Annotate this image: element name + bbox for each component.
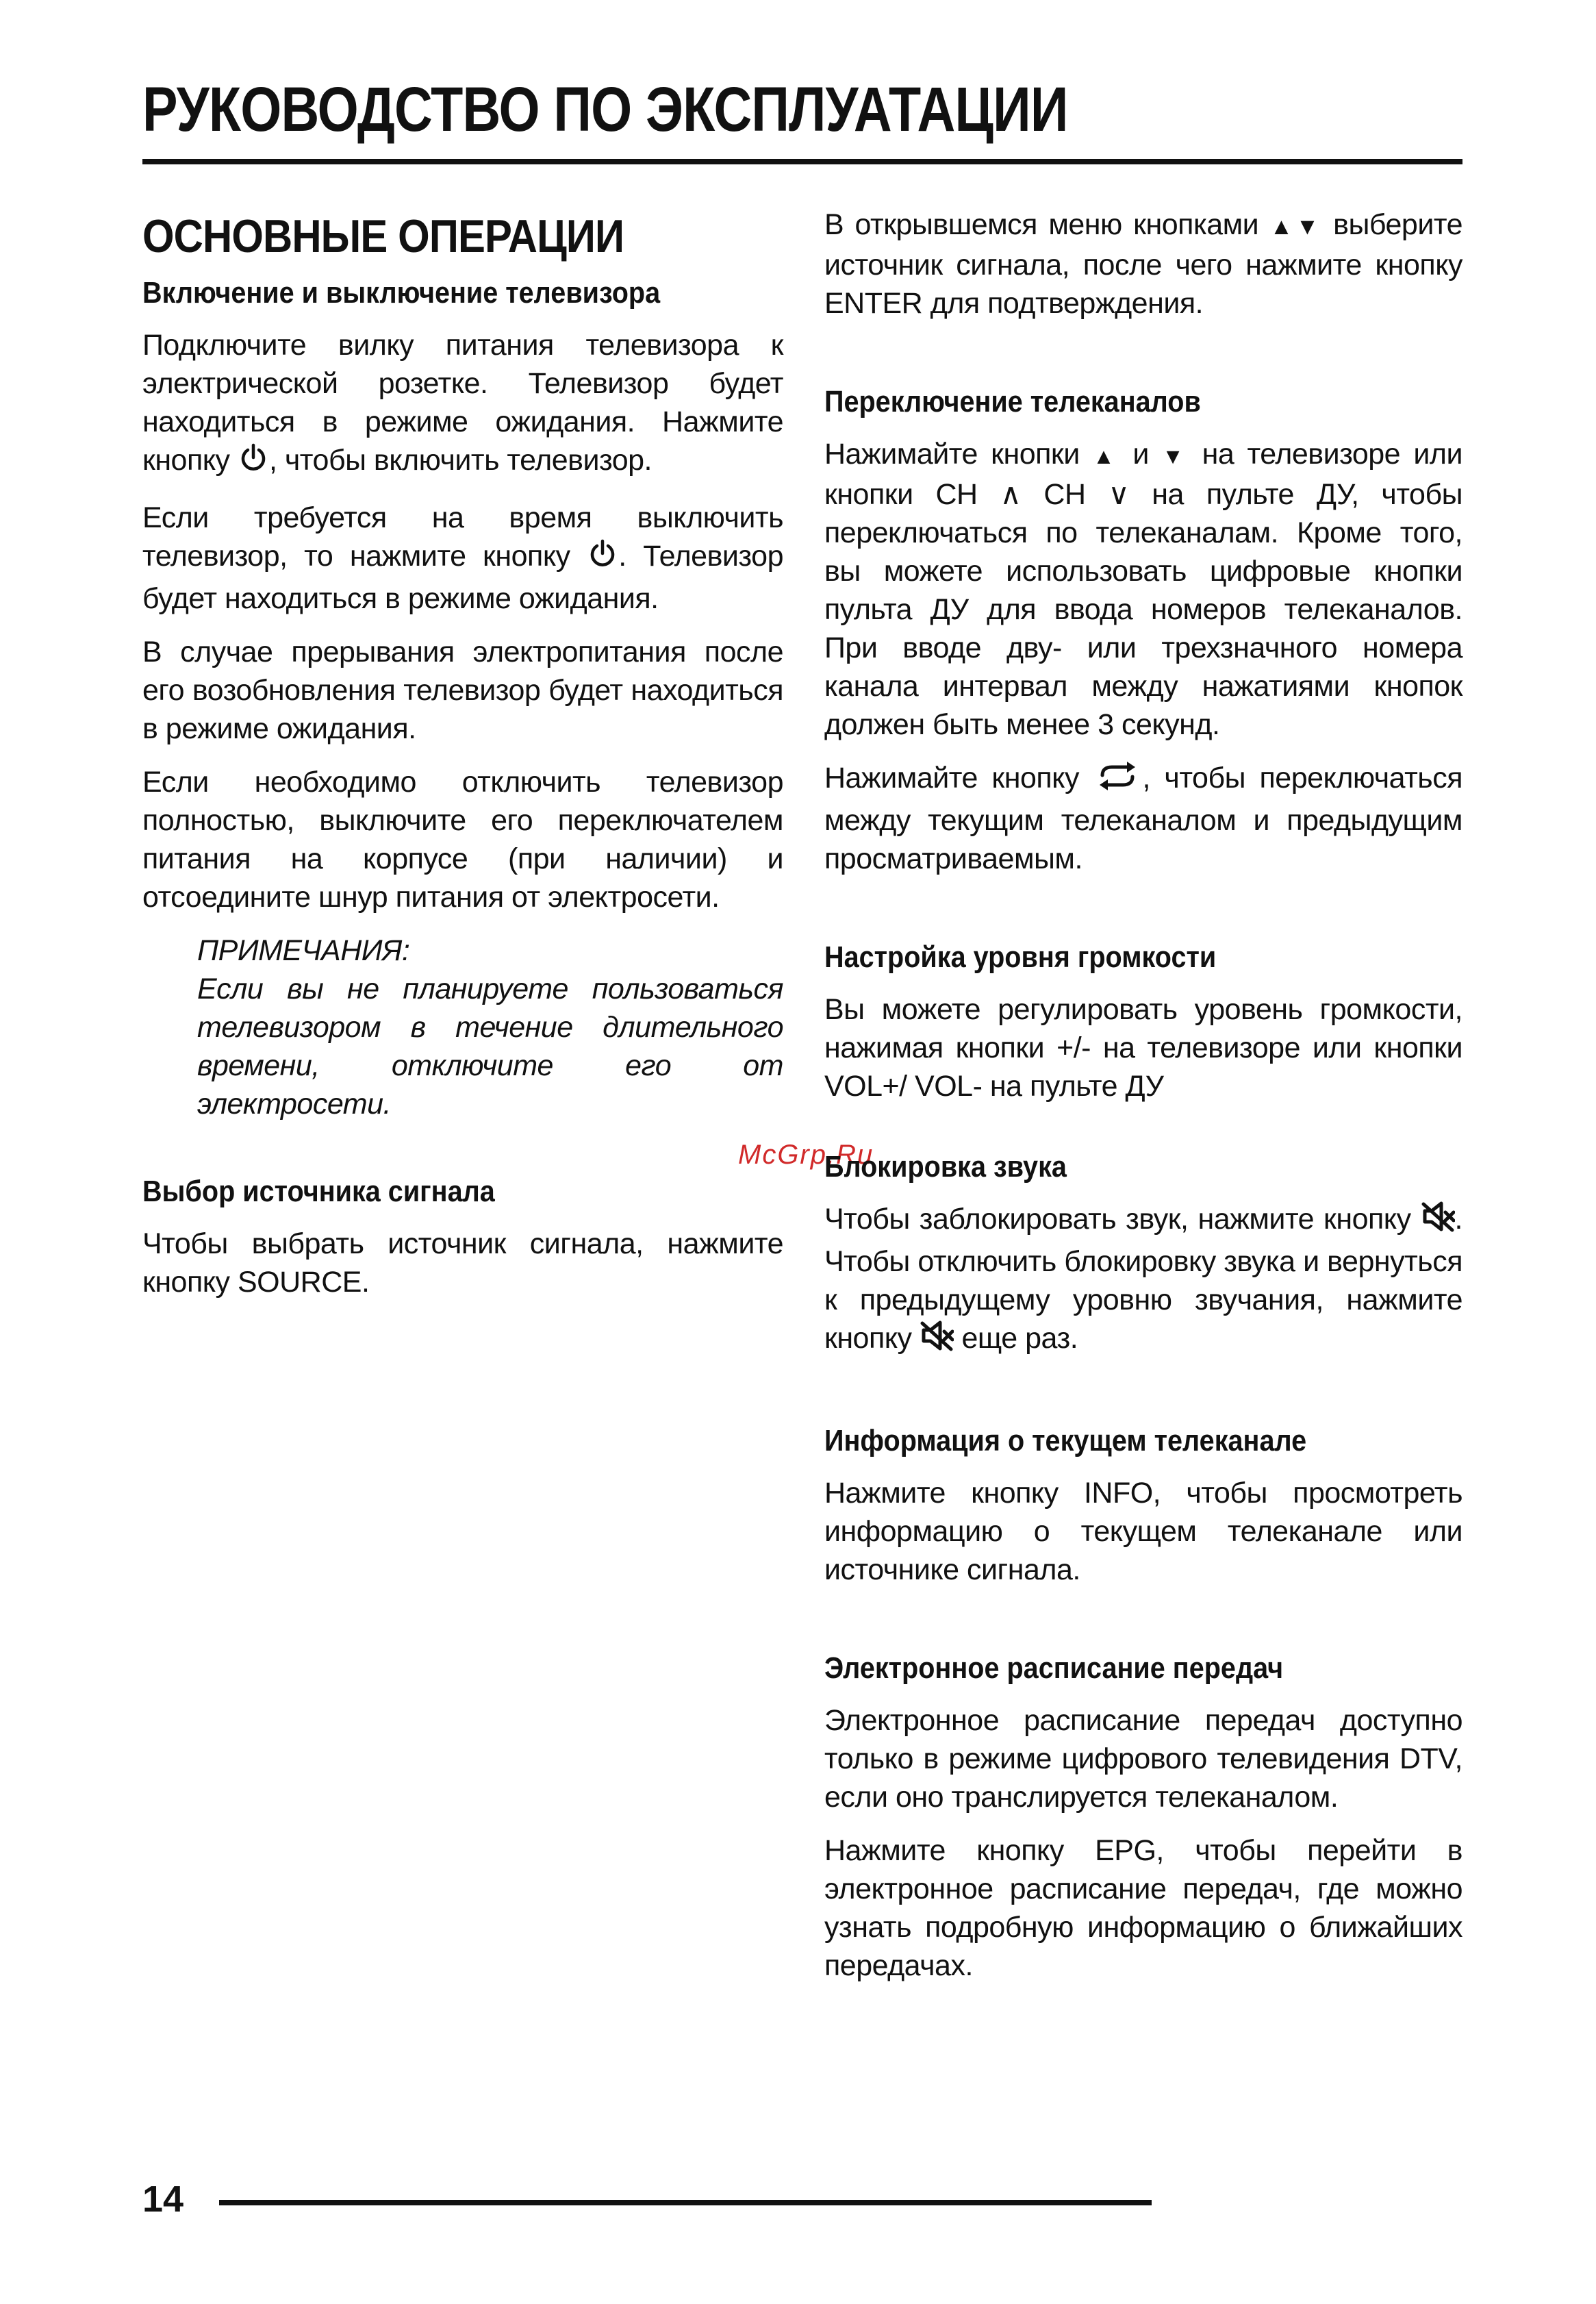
power-paragraph-2 xyxy=(142,499,783,618)
heading-volume: Настройка уровня громкости xyxy=(824,940,1217,974)
channels-paragraph-1 xyxy=(824,435,1462,744)
mute-p1-text-c: еще раз. xyxy=(954,1322,1078,1355)
power-paragraph-3: В случае прерывания электропитания после его возобновления телевизор будет находиться в режиме ожидания. xyxy=(142,636,783,745)
channels-p2-text-a: Нажимайте кнопку xyxy=(824,762,1093,794)
power-p2-text-a: Если требуется на время выключить телевизор, то нажмите кнопку xyxy=(142,501,783,573)
watermark: McGrp.Ru xyxy=(738,1140,874,1170)
note-text: Если вы не планируете пользоваться телевизором в течение длительного времени, отключите его от электросети. xyxy=(197,973,783,1120)
source-p2-text-a: В открывшемся меню кнопками xyxy=(824,208,1270,241)
channels-p2-text-b: , чтобы переключаться между текущим телеканалом и предыдущим просматриваемым. xyxy=(824,762,1462,875)
power-p1-text-b: , чтобы включить телевизор. xyxy=(269,444,652,477)
power-icon xyxy=(238,442,269,484)
right-column xyxy=(824,205,1462,2000)
title-rule xyxy=(142,159,1462,164)
heading-epg: Электронное расписание передач xyxy=(824,1651,1284,1685)
power-paragraph-4: Если необходимо отключить телевизор полностью, выключите его переключателем питания на корпусе (при наличии) и отсоедините шнур питания от электросети. xyxy=(142,766,783,914)
heading-info: Информация о текущем телеканале xyxy=(824,1424,1307,1457)
recall-icon xyxy=(1093,760,1142,801)
mute-p1-text-b: . Чтобы отключить блокировку звука и вернуться к предыдущему уровню звучания, нажмите кнопку xyxy=(824,1203,1462,1355)
channels-paragraph-2 xyxy=(824,759,1462,878)
power-p2-text-b: . Телевизор будет находиться в режиме ожидания. xyxy=(142,540,783,615)
mute-icon xyxy=(1421,1200,1455,1242)
up-arrow-icon: ▲ xyxy=(1093,444,1120,468)
power-icon xyxy=(587,538,618,579)
heading-source: Выбор источника сигнала xyxy=(142,1175,495,1208)
down-arrow-icon: ▼ xyxy=(1162,444,1189,468)
source-paragraph-2 xyxy=(824,205,1462,323)
heading-power: Включение и выключение телевизора xyxy=(142,276,661,310)
note-label: ПРИМЕЧАНИЯ: xyxy=(197,934,410,967)
volume-paragraph-1: Вы можете регулировать уровень громкости, нажимая кнопки +/- на телевизоре или кнопки VOL+/ VOL- на пульте ДУ xyxy=(824,993,1462,1103)
up-down-arrows-icon: ▲▼ xyxy=(1269,214,1322,240)
source-paragraph-1: Чтобы выбрать источник сигнала, нажмите кнопку SOURCE. xyxy=(142,1227,783,1299)
power-paragraph-1 xyxy=(142,326,783,484)
channels-p1-text-a: Нажимайте кнопки xyxy=(824,438,1093,471)
epg-paragraph-2: Нажмите кнопку EPG, чтобы перейти в электронное расписание передач, где можно узнать подробную информацию о ближайших передачах. xyxy=(824,1834,1462,1982)
page-number: 14 xyxy=(142,2179,184,2220)
mute-p1-text-a: Чтобы заблокировать звук, нажмите кнопку xyxy=(824,1203,1421,1236)
channels-p1-text-b: и xyxy=(1119,438,1163,471)
source-p2-text-b: выберите источник сигнала, после чего нажмите кнопку ENTER для подтверждения. xyxy=(824,208,1462,320)
heading-channels: Переключение телеканалов xyxy=(824,385,1201,418)
power-p1-text-a: Подключите вилку питания телевизора к электрической розетке. Телевизор будет находиться в режиме ожидания. Нажмите кнопку xyxy=(142,329,783,477)
note-block xyxy=(197,931,783,1123)
left-column xyxy=(142,205,783,1316)
footer-rule xyxy=(219,2200,1152,2205)
page-title: РУКОВОДСТВО ПО ЭКСПЛУАТАЦИИ xyxy=(142,75,1068,145)
channels-p1-text-c: на телевизоре или кнопки CH ∧ CH ∨ на пульте ДУ, чтобы переключаться по телеканалам. Кроме того, вы можете использовать цифровые кнопки пульта ДУ для ввода номеров телеканалов. При вводе дву- или трехзначного номера канала интервал между нажатиями кнопок должен быть менее 3 секунд. xyxy=(824,438,1463,741)
mute-paragraph-1 xyxy=(824,1200,1462,1362)
section-title: ОСНОВНЫЕ ОПЕРАЦИИ xyxy=(142,210,624,262)
info-paragraph-1: Нажмите кнопку INFO, чтобы просмотреть информацию о текущем телеканале или источнике сигнала. xyxy=(824,1477,1462,1586)
epg-paragraph-1: Электронное расписание передач доступно только в режиме цифрового телевидения DTV, если оно транслируется телеканалом. xyxy=(824,1704,1462,1814)
heading-mute: Блокировка звука xyxy=(824,1150,1067,1184)
mute-icon xyxy=(920,1319,954,1362)
